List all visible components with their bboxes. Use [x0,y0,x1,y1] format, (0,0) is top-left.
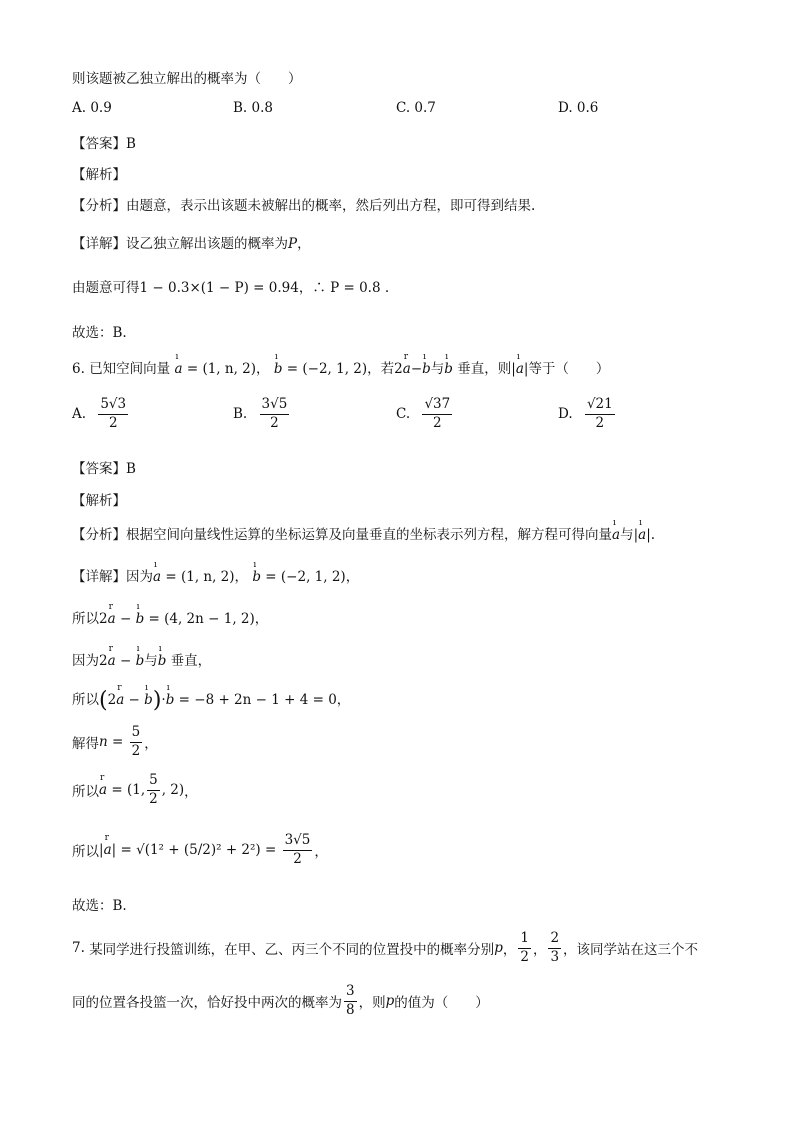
q6-detail-sep: ， [234,569,249,585]
vector-a-l1: r a [107,602,116,627]
q5-detail [72,232,311,252]
q6-option-b-label: B. [233,406,248,422]
q6-choose: 故选：B. [72,898,127,914]
q6-line6-pre: 所以 [72,844,99,860]
q6-number: 6. [72,361,85,377]
q6-option-b [233,398,291,430]
q6-line5-eq: = (1, [111,782,146,798]
q6-line5-pre: 所以 [72,784,99,800]
q6-option-c-den: 2 [433,414,442,431]
q6-line4-eq: n = [99,734,124,750]
q6-detail-a-def: = (1, n, 2) [165,569,235,585]
q5-choose: 故选：B. [72,325,127,341]
paren-close: ) [152,688,162,713]
q6-analysis-b: 与 [620,527,634,543]
q6-sep: ， [256,361,270,377]
q6-option-a-label: A. [72,406,87,422]
q6-a-def: = (1, n, 2) [186,361,257,377]
q7-stem-b: ，该同学站在这三个不 [563,942,699,958]
q7-f2-num: 2 [548,932,561,949]
q7-f1-den: 2 [520,948,529,965]
q6-option-d [558,398,617,430]
q6-detail [72,560,360,585]
q5-option-d: D. 0.6 [558,100,599,116]
q7-comma-2: ， [532,942,547,958]
q5-detail-text: 设乙独立解出该题的概率为 [126,236,288,252]
q6-answer: 【答案】B [72,461,136,477]
q6-line3-end: ， [336,692,351,708]
q6-detail-sep-2: ， [345,569,360,585]
q6-line2 [72,644,212,669]
q6-line1 [72,602,269,627]
q6-option-b-den: 2 [270,414,279,431]
q6-line5-end: ， [184,784,198,800]
q5-option-b: B. 0.8 [233,100,273,116]
q7-stem-e: 的值为（ ） [394,995,489,1011]
q6-minus: − [410,361,423,377]
q6-line6-eq: = √(1² + (5/2)² + 2²) = [120,842,277,858]
q6-line4-den: 2 [131,742,141,759]
q6-line2-mid: 与 [144,653,158,669]
q5-analysis-head: 【解析】 [72,167,126,183]
q5-equation: 1 − 0.3×(1 − P) = 0.94 [139,280,299,296]
q6-option-a-den: 2 [108,414,118,431]
vector-b-detail: ı b [252,560,261,585]
vector-a-detail: ı a [153,560,162,585]
q6-line5-num: 5 [147,774,160,791]
q6-stem-e: 等于（ ） [528,361,610,377]
q6-option-c-num: √37 [422,398,452,415]
q5-detail-end: ， [297,236,311,252]
vector-a: ı a [174,352,183,377]
vector-a-l5: r a [99,773,108,798]
q6-option-b-num: 3√5 [260,398,290,415]
q6-line4-pre: 解得 [72,736,99,752]
q6-line3-pre: 所以 [72,692,99,708]
q5-from-text: 由题意可得 [72,280,140,296]
q6-line1-minus: − [119,611,132,627]
q5-detail-label: 【详解】 [72,236,126,252]
q6-line1-end: ， [254,611,269,627]
paren-open: ( [99,688,108,713]
q6-line4 [72,726,158,758]
q6-stem-c: 与 [430,361,445,377]
q7-var: p [494,940,503,956]
q7-var-2: p [385,993,395,1009]
q6-line4-num: 5 [130,726,143,743]
q6-option-d-den: 2 [595,414,605,431]
q6-line1-pre: 所以 [72,611,99,627]
q6-line2-end: 垂直， [170,653,212,669]
q5-detail-var: P [288,236,298,252]
q6-line3-minus: − [128,692,140,708]
q6-line5-den: 2 [149,790,158,807]
q6-analysis-head: 【解析】 [72,493,126,509]
q7-stem-a: 某同学进行投篮训练，在甲、乙、丙三个不同的位置投中的概率分别 [89,942,495,958]
abs-vector-a-analysis: | ı a|. [633,518,656,543]
q7-stem-c: 同的位置各投篮一次，恰好投中两次的概率为 [72,995,342,1011]
q5-answer: 【答案】B [72,136,136,152]
q6-detail-b-def: = (−2, 1, 2) [265,569,346,585]
q6-option-d-num: √21 [585,398,615,415]
q6-detail-a: 因为 [126,569,153,585]
q7-number: 7. [72,940,85,956]
vector-b-3: ı b [444,352,453,377]
q7-f3-num: 3 [344,985,357,1002]
q6-line2-two: 2 [99,653,108,669]
q7-f3-den: 8 [346,1001,355,1018]
q7-line2 [72,985,489,1017]
q6-stem-a: 已知空间向量 [89,361,171,377]
vector-b-2: ı b [422,352,431,377]
q5-option-c: C. 0.7 [396,100,436,116]
vector-a-analysis: ı a [612,518,621,543]
q6-stem-d: 垂直，则 [457,361,512,377]
vector-a-l2: r a [107,644,116,669]
q7-f2-den: 3 [550,948,560,965]
q7-stem-d: ，则 [358,995,386,1011]
vector-b-l1: ı b [135,602,145,627]
q6-analysis [72,518,656,543]
q6-line6-end: ， [314,844,328,860]
q5-equation-line [72,276,389,296]
q6-line5-tail: , 2) [161,782,185,798]
q6-option-a [72,398,130,430]
q6-option-c [396,398,454,430]
q5-therefore: ，∴ P = 0.8 . [298,280,390,296]
abs-vector-a: | ı a| [511,352,529,377]
q6-two: 2 [394,361,403,377]
vector-a-2: r a [402,352,411,377]
vector-b-l3b: ı b [165,683,175,708]
q6-line3-two: 2 [107,692,117,708]
q7-comma-1: ， [502,942,517,958]
vector-b-l2: ı b [135,644,145,669]
q6-line2-minus: − [119,653,132,669]
vector-b-l2b: ı b [157,644,167,669]
q6-stem-b: ，若 [367,361,395,377]
q6-line1-eq: = (4, 2n − 1, 2) [148,611,255,627]
q6-detail-label: 【详解】 [72,569,126,585]
abs-vector-a-l6: | r a| [99,833,117,858]
q6-line6-den: 2 [293,850,302,867]
q6-line6-num: 3√5 [283,834,313,851]
q6-b-def: = (−2, 1, 2) [286,361,368,377]
q6-line3: 所以(2 r a − ı b)· ı b = −8 + 2n − 1 + 4 = 0， [72,683,351,713]
q5-analysis: 【分析】由题意，表示出该题未被解出的概率，然后列出方程，即可得到结果. [72,198,536,214]
q7-line1 [72,932,698,964]
vector-a-l3: r a [116,683,125,708]
vector-b-l3: ı b [144,683,153,708]
q6-line3-eq: = −8 + 2n − 1 + 4 = 0 [178,692,337,708]
q6-line1-two: 2 [99,611,108,627]
q6-line5 [72,774,198,806]
q5-option-a: A. 0.9 [72,100,112,116]
q6-analysis-a: 【分析】根据空间向量线性运算的坐标运算及向量垂直的坐标表示列方程，解方程可得向量 [72,527,612,543]
q6-option-a-num: 5√3 [98,398,128,415]
vector-b: ı b [273,352,283,377]
q6-line6 [72,834,328,866]
q7-f1-num: 1 [518,932,531,949]
q6-line4-end: ， [144,736,158,752]
q5-stem: 则该题被乙独立解出的概率为（ ） [72,71,302,87]
q6-line2-pre: 因为 [72,653,99,669]
q6-option-c-label: C. [396,406,411,422]
q6-stem [72,352,610,377]
q6-option-d-label: D. [558,406,573,422]
